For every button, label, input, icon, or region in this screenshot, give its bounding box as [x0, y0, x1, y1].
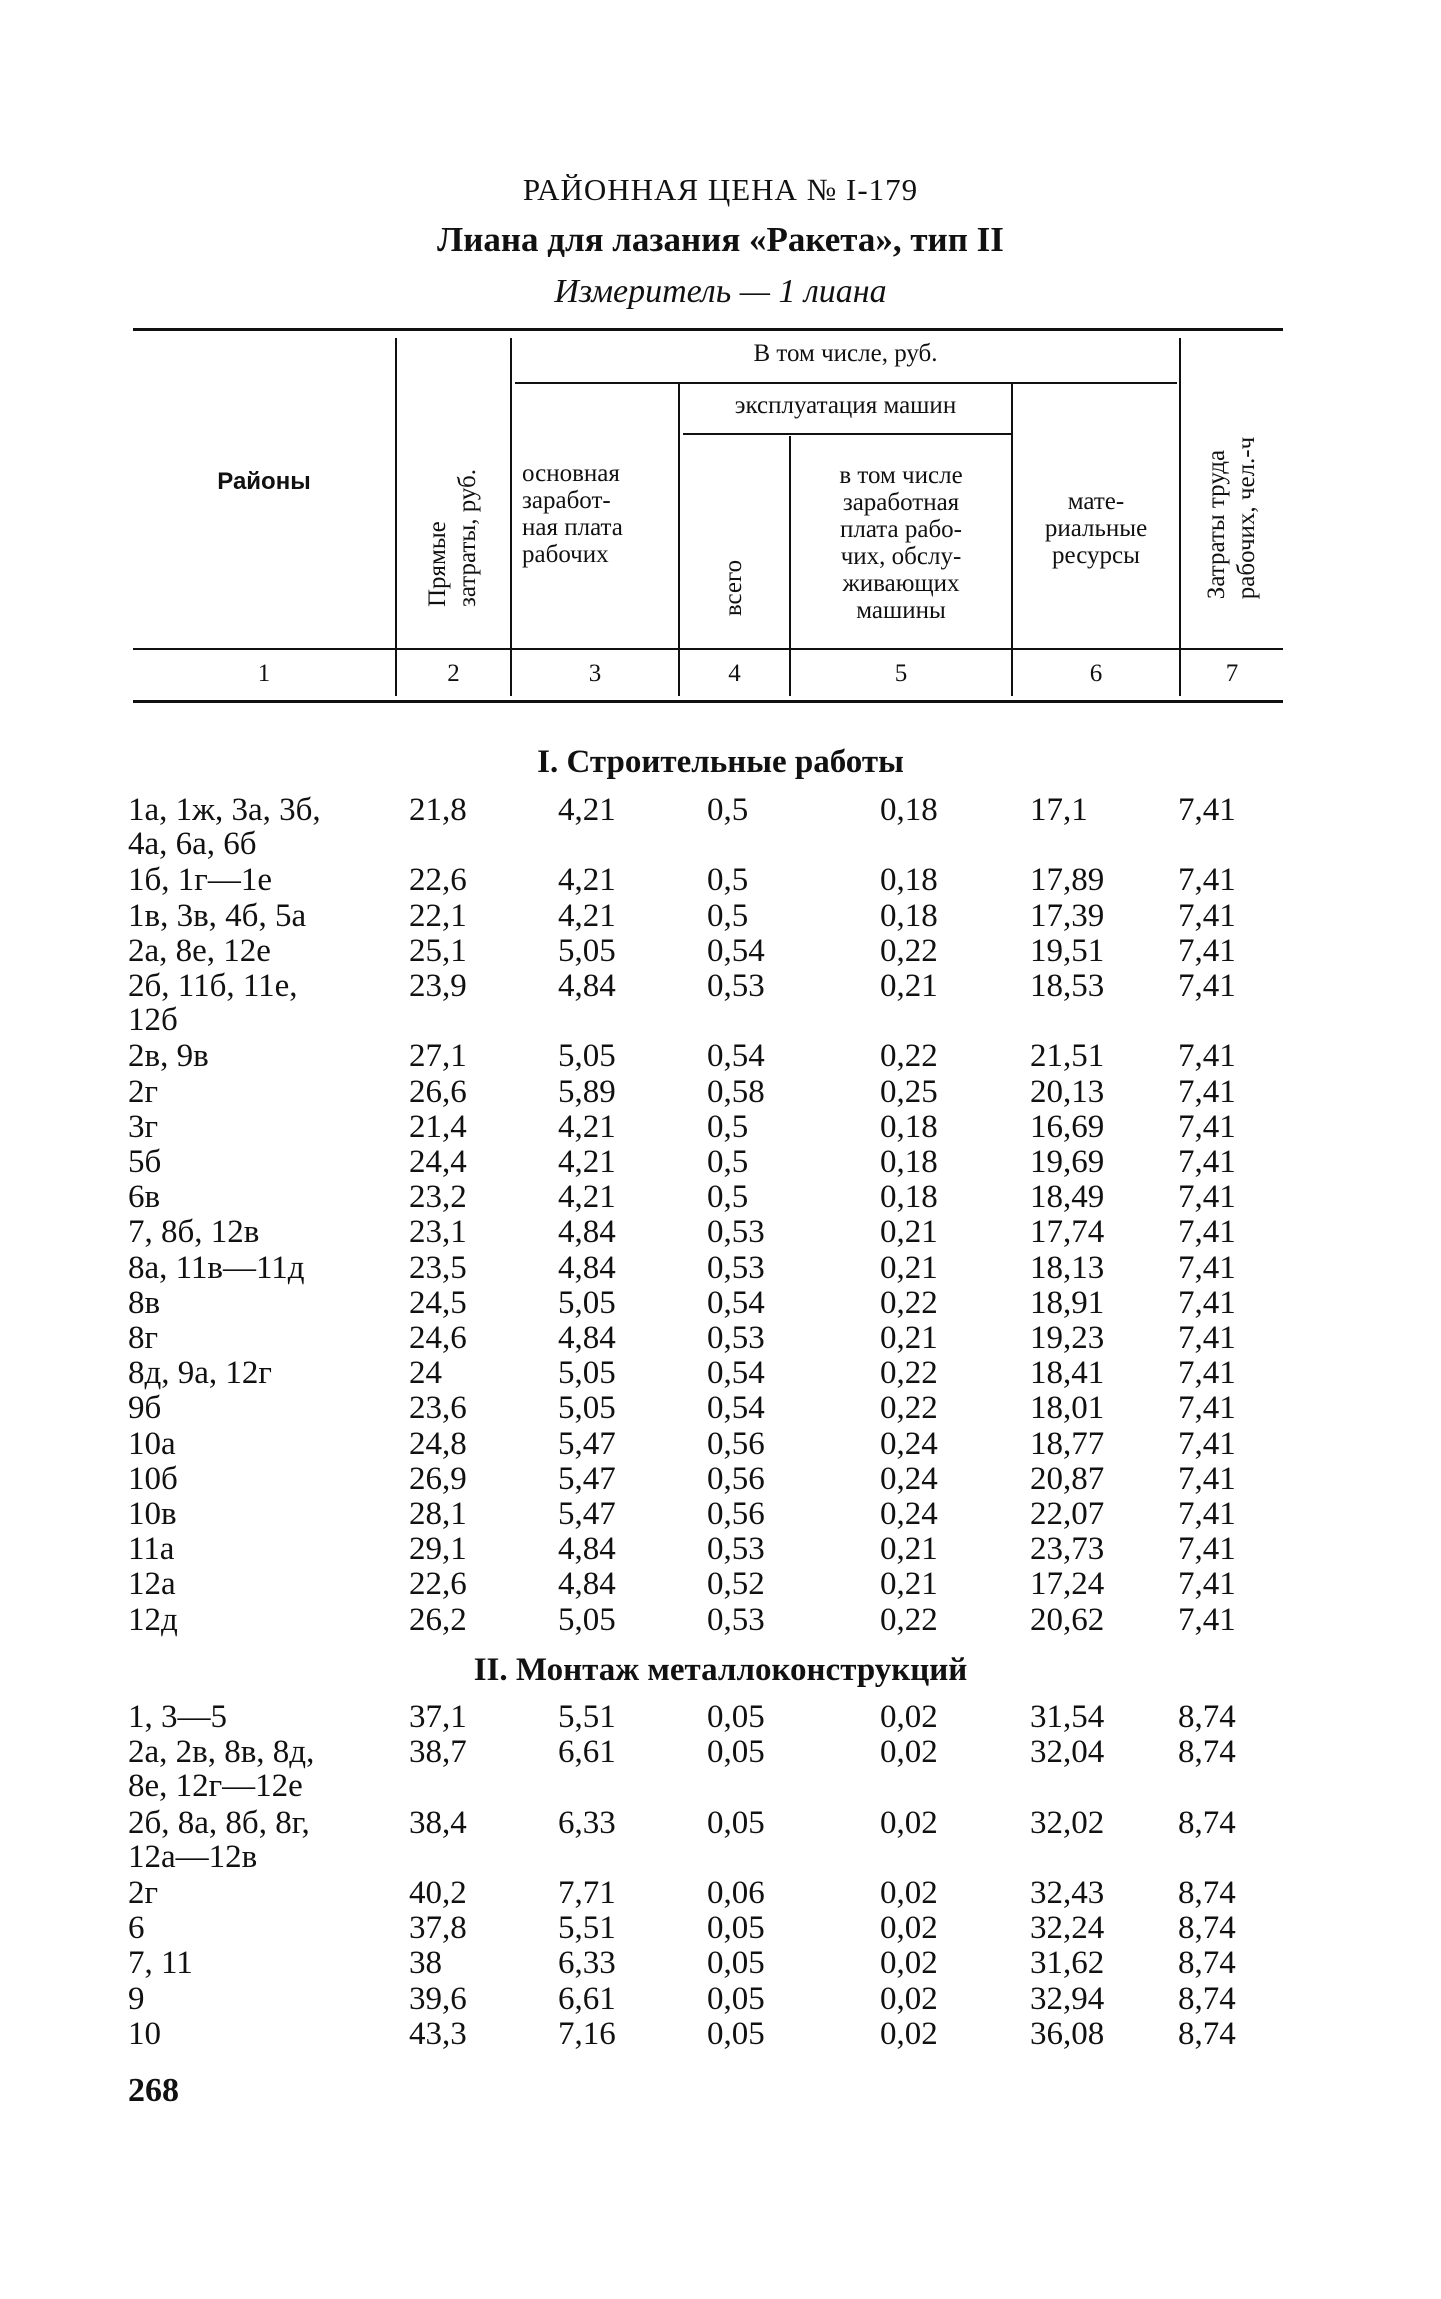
base-wage-cell: 6,33 [558, 1945, 616, 1982]
machine-wage-header [791, 462, 1011, 624]
region-line-1: 7, 8б, 12в [128, 1214, 260, 1251]
direct-cost-line-1: Прямые [424, 521, 452, 608]
direct-cost-cell: 22,1 [409, 897, 467, 934]
machine-wage-cell: 0,21 [880, 1249, 938, 1286]
machine-wage-cell: 0,18 [880, 1108, 938, 1145]
machine-total-cell: 0,05 [707, 1945, 765, 1982]
machine-total-cell: 0,54 [707, 1284, 765, 1321]
materials-cell: 19,69 [1030, 1144, 1105, 1180]
direct-cost-cell: 24,5 [409, 1284, 467, 1321]
materials-cell: 18,41 [1030, 1355, 1105, 1392]
base-wage-cell: 7,16 [558, 2015, 616, 2052]
direct-cost-cell: 28,1 [409, 1496, 467, 1532]
region-line-1: 1а, 1ж, 3а, 3б, [128, 792, 321, 828]
machine-wage-cell: 0,22 [880, 1038, 938, 1075]
region-line-1: 1б, 1г—1е [128, 862, 272, 899]
item-name: Лиана для лазания «Ракета», тип II [437, 220, 1004, 259]
materials-cell: 31,54 [1030, 1699, 1105, 1735]
region-cell [128, 863, 400, 897]
region-line-1: 12а [128, 1566, 176, 1603]
labor-cell: 7,41 [1178, 1249, 1236, 1286]
region-line-1: 7, 11 [128, 1945, 193, 1982]
region-cell [128, 1075, 400, 1109]
base-wage-line-3: ная плата [522, 514, 623, 541]
labor-cell: 7,41 [1178, 792, 1236, 828]
materials-cell: 17,1 [1030, 792, 1088, 828]
region-line-1: 10 [128, 2015, 161, 2052]
machine-wage-cell: 0,18 [880, 862, 938, 899]
base-wage-cell: 4,84 [558, 1320, 616, 1356]
direct-cost-cell: 21,8 [409, 792, 467, 828]
materials-cell: 19,23 [1030, 1320, 1105, 1356]
materials-cell: 18,91 [1030, 1284, 1105, 1321]
base-wage-cell: 4,21 [558, 862, 616, 899]
direct-cost-cell: 23,2 [409, 1179, 467, 1216]
machine-wage-line-5: живающих [842, 570, 960, 597]
direct-cost-cell: 37,1 [409, 1699, 467, 1735]
machine-total-cell: 0,58 [707, 1073, 765, 1110]
direct-cost-cell: 38,7 [409, 1734, 467, 1771]
labor-cell: 8,74 [1178, 1875, 1236, 1911]
labor-cell: 7,41 [1178, 1108, 1236, 1145]
region-line-2: 12б [128, 1002, 178, 1038]
materials-cell: 17,89 [1030, 862, 1105, 899]
labor-cell: 8,74 [1178, 1910, 1236, 1947]
base-wage-line-4: рабочих [522, 541, 609, 568]
materials-cell: 20,62 [1030, 1601, 1105, 1638]
region-cell [128, 1876, 400, 1910]
direct-cost-cell: 29,1 [409, 1531, 467, 1568]
region-cell [128, 934, 400, 968]
base-wage-cell: 6,33 [558, 1804, 616, 1841]
direct-cost-cell: 38 [409, 1945, 442, 1982]
region-cell [128, 1532, 400, 1566]
materials-cell: 32,94 [1030, 1980, 1105, 2017]
unit-of-measure: Измеритель — 1 лиана [554, 273, 887, 310]
labor-cell: 7,41 [1178, 1425, 1236, 1462]
machine-wage-cell: 0,22 [880, 1601, 938, 1638]
region-line-1: 2а, 8е, 12е [128, 932, 271, 969]
region-line-1: 2б, 11б, 11е, [128, 968, 298, 1004]
direct-cost-cell: 27,1 [409, 1038, 467, 1075]
machine-total-cell: 0,05 [707, 1699, 765, 1735]
labor-cell: 7,41 [1178, 1390, 1236, 1427]
machine-total-cell: 0,53 [707, 1320, 765, 1356]
direct-cost-cell: 22,6 [409, 1566, 467, 1603]
direct-cost-cell: 24,4 [409, 1144, 467, 1180]
region-line-1: 6 [128, 1910, 145, 1947]
base-wage-cell: 7,71 [558, 1875, 616, 1911]
table-header [133, 328, 1283, 706]
machine-total-cell: 0,05 [707, 1910, 765, 1947]
region-cell [128, 1806, 400, 1874]
machine-total-cell: 0,05 [707, 1980, 765, 2017]
region-cell [128, 969, 400, 1037]
region-cell [128, 1251, 400, 1285]
labor-cell: 7,41 [1178, 862, 1236, 899]
direct-cost-cell: 40,2 [409, 1875, 467, 1911]
direct-cost-cell: 24 [409, 1355, 442, 1392]
materials-cell: 32,04 [1030, 1734, 1105, 1771]
region-line-1: 5б [128, 1144, 162, 1180]
machine-total-cell: 0,5 [707, 862, 749, 899]
machine-total-cell: 0,53 [707, 1249, 765, 1286]
materials-cell: 17,24 [1030, 1566, 1105, 1603]
region-cell [128, 1946, 400, 1980]
region-line-1: 3г [128, 1108, 159, 1145]
col-number-6: 6 [1089, 660, 1103, 687]
region-cell [128, 1497, 400, 1531]
region-cell [128, 1462, 400, 1496]
machine-wage-cell: 0,18 [880, 1144, 938, 1180]
base-wage-cell: 5,05 [558, 932, 616, 969]
region-cell [128, 793, 400, 861]
base-wage-cell: 4,84 [558, 1531, 616, 1568]
direct-cost-cell: 21,4 [409, 1108, 467, 1145]
machine-total-cell: 0,56 [707, 1460, 765, 1497]
region-line-1: 9б [128, 1390, 162, 1427]
materials-cell: 23,73 [1030, 1531, 1105, 1568]
machine-total-cell: 0,56 [707, 1496, 765, 1532]
machine-total-cell: 0,52 [707, 1566, 765, 1603]
region-line-1: 10а [128, 1425, 176, 1462]
materials-cell: 20,87 [1030, 1460, 1105, 1497]
labor-line-1: Затраты труда [1203, 449, 1231, 600]
machine-wage-cell: 0,21 [880, 1214, 938, 1251]
machine-wage-cell: 0,02 [880, 1910, 938, 1947]
base-wage-cell: 4,84 [558, 1566, 616, 1603]
machine-wage-cell: 0,02 [880, 1804, 938, 1841]
machine-ops-header: эксплуатация машин [734, 392, 957, 419]
machine-total-cell: 0,5 [707, 1144, 749, 1180]
region-cell [128, 1286, 400, 1320]
materials-cell: 31,62 [1030, 1945, 1105, 1982]
direct-cost-cell: 23,9 [409, 968, 467, 1004]
labor-cell: 7,41 [1178, 1284, 1236, 1321]
labor-cell: 8,74 [1178, 1804, 1236, 1841]
materials-cell: 21,51 [1030, 1038, 1105, 1075]
materials-cell: 18,13 [1030, 1249, 1105, 1286]
machine-wage-cell: 0,02 [880, 1980, 938, 2017]
materials-cell: 32,02 [1030, 1804, 1105, 1841]
labor-cell: 7,41 [1178, 1566, 1236, 1603]
region-cell [128, 1039, 400, 1073]
region-line-2: 8е, 12г—12е [128, 1768, 303, 1805]
machine-ops-underline [683, 433, 1011, 435]
region-cell [128, 1700, 400, 1734]
region-line-1: 10в [128, 1496, 177, 1532]
machine-wage-cell: 0,02 [880, 2015, 938, 2052]
region-line-1: 12д [128, 1601, 178, 1638]
materials-header [1013, 488, 1179, 569]
materials-cell: 22,07 [1030, 1496, 1105, 1532]
header-top-rule [133, 328, 1283, 331]
base-wage-cell: 4,21 [558, 1179, 616, 1216]
region-line-1: 2б, 8а, 8б, 8г, [128, 1804, 310, 1841]
machine-wage-cell: 0,18 [880, 1179, 938, 1216]
base-wage-header [512, 460, 678, 568]
machine-wage-cell: 0,22 [880, 1390, 938, 1427]
direct-cost-cell: 26,6 [409, 1073, 467, 1110]
labor-line-2: рабочих, чел.-ч [1233, 436, 1261, 600]
labor-cell: 8,74 [1178, 1699, 1236, 1735]
region-cell [128, 1735, 400, 1803]
machine-total-cell: 0,54 [707, 1355, 765, 1392]
machine-wage-cell: 0,18 [880, 897, 938, 934]
region-cell [128, 899, 400, 933]
machine-wage-cell: 0,24 [880, 1425, 938, 1462]
region-line-1: 1, 3—5 [128, 1699, 227, 1735]
labor-cell: 7,41 [1178, 1531, 1236, 1568]
region-cell [128, 1911, 400, 1945]
direct-cost-cell: 23,1 [409, 1214, 467, 1251]
machine-total-cell: 0,53 [707, 968, 765, 1004]
col-number-1: 1 [257, 660, 271, 687]
col-number-2: 2 [447, 660, 460, 687]
machine-wage-cell: 0,21 [880, 1566, 938, 1603]
col-number-4: 4 [728, 660, 741, 687]
machine-total-cell: 0,53 [707, 1601, 765, 1638]
machine-wage-line-2: заработная [842, 489, 960, 516]
base-wage-cell: 4,21 [558, 1108, 616, 1145]
machine-wage-cell: 0,25 [880, 1073, 938, 1110]
machine-wage-cell: 0,24 [880, 1460, 938, 1497]
base-wage-cell: 5,51 [558, 1910, 616, 1947]
machine-wage-line-6: машины [856, 597, 946, 624]
materials-cell: 16,69 [1030, 1108, 1105, 1145]
regions-header: Районы [217, 468, 311, 495]
direct-cost-line-2: затраты, руб. [454, 468, 482, 608]
base-wage-cell: 5,47 [558, 1425, 616, 1462]
direct-cost-cell: 23,5 [409, 1249, 467, 1286]
labor-cell: 7,41 [1178, 1460, 1236, 1497]
region-line-1: 6в [128, 1179, 161, 1216]
labor-cell: 7,41 [1178, 897, 1236, 934]
region-cell [128, 1982, 400, 2016]
machine-total-cell: 0,05 [707, 1804, 765, 1841]
direct-cost-cell: 24,6 [409, 1320, 467, 1356]
direct-cost-header [397, 428, 510, 648]
region-cell [128, 1215, 400, 1249]
including-header: В том числе, руб. [753, 340, 938, 367]
labor-cell: 7,41 [1178, 1038, 1236, 1075]
region-line-1: 2в, 9в [128, 1038, 209, 1075]
materials-cell: 20,13 [1030, 1073, 1105, 1110]
region-line-2: 12а—12в [128, 1838, 258, 1875]
materials-line-2: риальные [1044, 515, 1148, 542]
base-wage-cell: 5,05 [558, 1284, 616, 1321]
machine-total-cell: 0,5 [707, 792, 749, 828]
base-wage-cell: 4,84 [558, 1214, 616, 1251]
direct-cost-cell: 26,2 [409, 1601, 467, 1638]
machine-total-header [680, 528, 789, 648]
region-line-2: 4а, 6а, 6б [128, 826, 257, 862]
col-number-3: 3 [588, 660, 602, 687]
base-wage-cell: 6,61 [558, 1980, 616, 2017]
materials-cell: 17,39 [1030, 897, 1105, 934]
header-bottom-rule [133, 648, 1283, 650]
including-underline [515, 382, 1177, 384]
region-line-1: 10б [128, 1460, 178, 1497]
machine-total-cell: 0,05 [707, 2015, 765, 2052]
materials-line-1: мате- [1067, 488, 1125, 515]
base-wage-line-1: основная [522, 460, 620, 487]
labor-cell: 8,74 [1178, 1980, 1236, 2017]
machine-total-cell: 0,06 [707, 1875, 765, 1911]
base-wage-cell: 4,21 [558, 1144, 616, 1180]
labor-cell: 7,41 [1178, 1179, 1236, 1216]
region-line-1: 8в [128, 1284, 161, 1321]
machine-total-cell: 0,54 [707, 1390, 765, 1427]
region-cell [128, 1145, 400, 1179]
machine-total-cell: 0,5 [707, 1108, 749, 1145]
machine-total-cell: 0,53 [707, 1214, 765, 1251]
region-line-1: 1в, 3в, 4б, 5а [128, 897, 307, 934]
direct-cost-cell: 26,9 [409, 1460, 467, 1497]
labor-cell: 7,41 [1178, 1601, 1236, 1638]
machine-wage-cell: 0,21 [880, 1531, 938, 1568]
section-title: I. Строительные работы [537, 744, 904, 780]
direct-cost-cell: 37,8 [409, 1910, 467, 1947]
base-wage-cell: 4,84 [558, 1249, 616, 1286]
region-line-1: 8а, 11в—11д [128, 1249, 305, 1286]
materials-cell: 36,08 [1030, 2015, 1105, 2052]
materials-line-3: ресурсы [1052, 542, 1140, 569]
region-cell [128, 1427, 400, 1461]
materials-cell: 18,77 [1030, 1425, 1105, 1462]
district-price-title: РАЙОННАЯ ЦЕНА № I-179 [522, 172, 919, 207]
labor-cell: 8,74 [1178, 1734, 1236, 1771]
region-cell [128, 1567, 400, 1601]
machine-wage-cell: 0,21 [880, 1320, 938, 1356]
base-wage-cell: 5,47 [558, 1460, 616, 1497]
machine-wage-cell: 0,21 [880, 968, 938, 1004]
machine-total-cell: 0,56 [707, 1425, 765, 1462]
machine-wage-line-4: чих, обслу- [840, 543, 962, 570]
machine-wage-cell: 0,22 [880, 1355, 938, 1392]
machine-wage-line-1: в том числе [839, 462, 963, 489]
machine-total-cell: 0,54 [707, 1038, 765, 1075]
machine-wage-cell: 0,22 [880, 932, 938, 969]
base-wage-cell: 5,51 [558, 1699, 616, 1735]
base-wage-cell: 4,21 [558, 897, 616, 934]
machine-wage-cell: 0,02 [880, 1699, 938, 1735]
column-numbers-rule [133, 700, 1283, 703]
machine-wage-cell: 0,22 [880, 1284, 938, 1321]
base-wage-line-2: заработ- [522, 487, 611, 514]
materials-cell: 18,53 [1030, 968, 1105, 1004]
region-cell [128, 1391, 400, 1425]
page-number: 268 [128, 2072, 179, 2109]
machine-total-cell: 0,54 [707, 932, 765, 969]
materials-cell: 32,24 [1030, 1910, 1105, 1947]
labor-cell: 7,41 [1178, 1320, 1236, 1356]
col-number-7: 7 [1225, 660, 1239, 687]
page-header [0, 170, 1441, 316]
direct-cost-cell: 43,3 [409, 2015, 467, 2052]
base-wage-cell: 5,05 [558, 1355, 616, 1392]
machine-wage-cell: 0,24 [880, 1496, 938, 1532]
region-line-1: 2г [128, 1073, 159, 1110]
labor-cell: 8,74 [1178, 1945, 1236, 1982]
labor-header [1181, 388, 1283, 648]
region-cell [128, 1356, 400, 1390]
region-cell [128, 1321, 400, 1355]
base-wage-cell: 5,05 [558, 1038, 616, 1075]
labor-cell: 7,41 [1178, 1144, 1236, 1180]
direct-cost-cell: 38,4 [409, 1804, 467, 1841]
machine-wage-cell: 0,02 [880, 1875, 938, 1911]
machine-total-cell: 0,5 [707, 897, 749, 934]
labor-cell: 7,41 [1178, 968, 1236, 1004]
base-wage-cell: 5,05 [558, 1390, 616, 1427]
col-number-5: 5 [894, 660, 908, 687]
materials-cell: 17,74 [1030, 1214, 1105, 1251]
region-line-1: 11а [128, 1531, 175, 1568]
section-title: II. Монтаж металлоконструкций [473, 1652, 968, 1688]
base-wage-cell: 4,84 [558, 968, 616, 1004]
region-line-1: 2а, 2в, 8в, 8д, [128, 1734, 315, 1771]
machine-total-text: всего [720, 559, 748, 617]
machine-wage-cell: 0,18 [880, 792, 938, 828]
region-line-1: 2г [128, 1875, 159, 1911]
labor-cell: 7,41 [1178, 1496, 1236, 1532]
materials-cell: 18,49 [1030, 1179, 1105, 1216]
base-wage-cell: 5,89 [558, 1073, 616, 1110]
direct-cost-cell: 22,6 [409, 862, 467, 899]
region-cell [128, 1180, 400, 1214]
machine-wage-cell: 0,02 [880, 1734, 938, 1771]
direct-cost-cell: 39,6 [409, 1980, 467, 2017]
materials-cell: 18,01 [1030, 1390, 1105, 1427]
direct-cost-cell: 24,8 [409, 1425, 467, 1462]
materials-cell: 19,51 [1030, 932, 1105, 969]
labor-cell: 7,41 [1178, 1214, 1236, 1251]
machine-wage-cell: 0,02 [880, 1945, 938, 1982]
base-wage-cell: 5,47 [558, 1496, 616, 1532]
base-wage-cell: 4,21 [558, 792, 616, 828]
machine-total-cell: 0,5 [707, 1179, 749, 1216]
machine-total-cell: 0,05 [707, 1734, 765, 1771]
region-cell [128, 1603, 400, 1637]
labor-cell: 7,41 [1178, 1073, 1236, 1110]
base-wage-cell: 5,05 [558, 1601, 616, 1638]
region-line-1: 8д, 9а, 12г [128, 1355, 272, 1392]
region-cell [128, 2017, 400, 2051]
region-cell [128, 1110, 400, 1144]
region-line-1: 9 [128, 1980, 145, 2017]
direct-cost-cell: 25,1 [409, 932, 467, 969]
labor-cell: 7,41 [1178, 932, 1236, 969]
machine-wage-line-3: плата рабо- [839, 516, 963, 543]
machine-total-cell: 0,53 [707, 1531, 765, 1568]
materials-cell: 32,43 [1030, 1875, 1105, 1911]
base-wage-cell: 6,61 [558, 1734, 616, 1771]
region-line-1: 8г [128, 1320, 159, 1356]
labor-cell: 7,41 [1178, 1355, 1236, 1392]
labor-cell: 8,74 [1178, 2015, 1236, 2052]
direct-cost-cell: 23,6 [409, 1390, 467, 1427]
